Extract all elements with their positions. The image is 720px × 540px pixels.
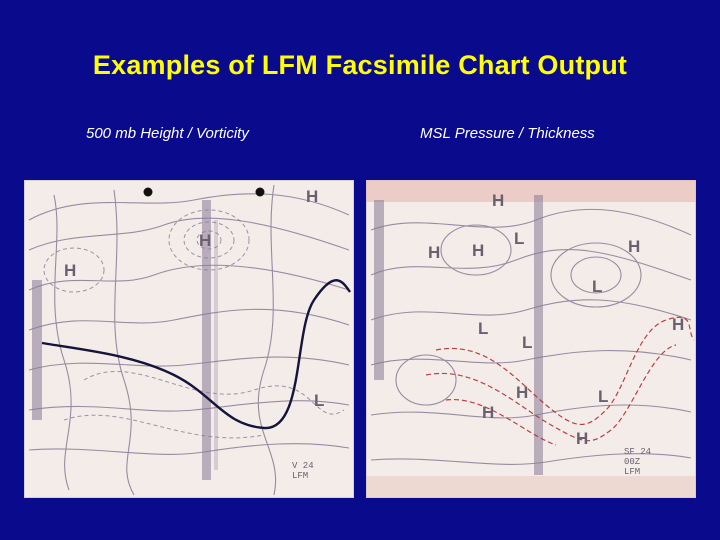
left-chart-caption: 500 mb Height / Vorticity bbox=[86, 125, 249, 142]
high-center-label: H bbox=[576, 429, 589, 448]
high-center-label: H bbox=[306, 187, 319, 206]
height-vorticity-chart bbox=[24, 180, 354, 498]
low-center-label: L bbox=[598, 387, 609, 406]
low-center-label: L bbox=[522, 333, 533, 352]
high-center-label: H bbox=[199, 231, 212, 250]
height-vorticity-map bbox=[24, 180, 354, 498]
chart-valid-time-stamp: V 24 LFM bbox=[292, 461, 314, 481]
pressure-thickness-chart bbox=[366, 180, 696, 498]
right-chart-caption: MSL Pressure / Thickness bbox=[420, 125, 595, 142]
high-center-label: H bbox=[482, 403, 495, 422]
high-center-label: H bbox=[492, 191, 505, 210]
chart-valid-time-stamp: SF 24 00Z LFM bbox=[624, 447, 652, 477]
high-center-label: H bbox=[516, 383, 529, 402]
low-center-label: L bbox=[478, 319, 489, 338]
low-center-label: L bbox=[514, 229, 525, 248]
high-center-label: H bbox=[628, 237, 641, 256]
high-center-label: H bbox=[64, 261, 77, 280]
high-center-label: H bbox=[472, 241, 485, 260]
low-center-label: L bbox=[592, 277, 603, 296]
high-center-label: H bbox=[672, 315, 685, 334]
high-center-label: H bbox=[428, 243, 441, 262]
slide-title: Examples of LFM Facsimile Chart Output bbox=[92, 50, 628, 80]
low-center-label: L bbox=[314, 391, 325, 410]
